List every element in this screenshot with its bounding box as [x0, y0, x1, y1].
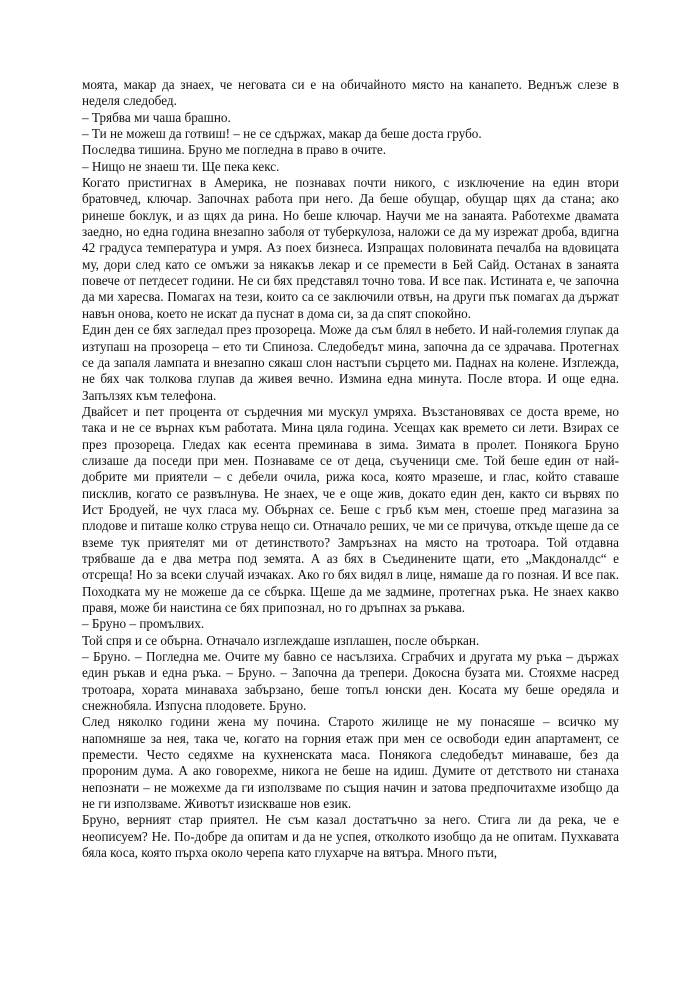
paragraph: Двайсет и пет процента от сърдечния ми мускул умряха. Възстановявах се доста време, но така и не се върнах към работата. Мина цяла година. Усещах как времето си лети. Взирах се през прозореца. Гледах как есента преминава в зима. Зимата в пролет. Понякога Бруно слизаше да поседи при мен. Познаваме се от деца, съученици сме. Той беше един от най-добрите ми приятели – с дебели очила, рижа коса, която мразеше, и глас, който ставаше писклив, когато се развълнува. Не знаех, че е още жив, докато един ден, както си вървях по Ист Бродуей, не чух гласа му. Обърнах се. Беше с гръб към мен, стоеше пред магазина за плодове и питаше колко струва нещо си. Отначало реших, че ми се причува, откъде щеше да се вземе тук приятелят ми от детинството? Замръзнах на място на тротоара. Той отдавна трябваше да е два метра под земята. А аз бях в Съединените щати, ето „Макдоналдс“ е отсреща! Но за всеки случай изчаках. Ако го бях видял в лице, нямаше да го позная. И все пак. Походката му не можеше да се сбърка. Щеше да ме задмине, протегнах ръка. Не знаех какво правя, може би наистина се бях припознал, но го дръпнах за ръкава.	[82, 403, 619, 615]
dialogue-line: – Бруно – промълвих.	[82, 616, 205, 632]
body-text	[82, 77, 619, 862]
paragraph: Когато пристигнах в Америка, не познавах почти никого, с изключение на един втори братовчед, ключар. Започнах работа при него. Да беше обущар, обущар щях да стана; ако ринеше боклук, и аз щях да рина. Но беше ключар. Научи ме на занаята. Работехме двамата заедно, но една година внезапно заболя от туберкулоза, наложи се да му изрежат дроба, вдигна 42 градуса температура и умря. Аз поех бизнеса. Изпращах половината печалба на вдовицата му, дори след като се омъжи за някакъв лекар и се премести в Бей Сайд. Останах в занаята повече от петдесет години. Не си бях представял точно това. И все пак. Истината е, че започна да ми харесва. Помагах на тези, които са се заключили отвън, на други пък помагах да държат навън онова, което не искат да пуснат в дома си, за да спят спокойно.	[82, 175, 619, 321]
dialogue-line: – Бруно. – Погледна ме. Очите му бавно се насълзиха. Сграбчих и другата му ръка – държах един ръкав и една ръка. – Бруно. – Започна да трепери. Докосна бузата ми. Стояхме насред тротоара, хората минаваха забързано, беше топъл юнски ден. Косата му беше оредяла и снежнобяла. Изпусна плодовете. Бруно.	[82, 649, 619, 714]
dialogue-line: – Ти не можеш да готвиш! – не се сдържах, макар да беше доста грубо.	[82, 126, 482, 142]
paragraph: След няколко години жена му почина. Старото жилище не му понасяше – всичко му напомняше за нея, така че, когато на горния етаж при мен се освободи един апартамент, се премести. Често седяхме на кухненската маса. Понякога следобедът минаваше, без да пророним дума. А ако говорехме, никога не беше на идиш. Думите от детството ни станаха непознати – не можехме да ги използваме по същия начин и затова предпочитахме изобщо да не ги използваме. Животът изискваше нов език.	[82, 714, 619, 812]
paragraph: Бруно, верният стар приятел. Не съм казал достатъчно за него. Стига ли да река, че е неописуем? Не. По-добре да опитам и да не успея, отколкото изобщо да не опитам. Пухкавата бяла коса, която пърха около черепа като глухарче на вятъра. Много пъти,	[82, 812, 619, 861]
paragraph: Той спря и се обърна. Отначало изглеждаше изплашен, после объркан.	[82, 632, 480, 648]
paragraph: моята, макар да знаех, че неговата си е на обичайното място на канапето. Веднъж слезе в неделя следобед.	[82, 77, 619, 109]
paragraph: Един ден се бях загледал през прозореца. Може да съм блял в небето. И най-големия глупак да изтупаш на прозореца – ето ти Спиноза. Следобедът мина, започна да се здрачава. Протегнах се да запаля лампата и внезапно сякаш слон настъпи сърцето ми. Паднах на колене. Изглежда, не бях чак толкова глупав да живея вечно. Измина една минута. После втора. И още една. Запълзях към телефона.	[82, 322, 619, 403]
dialogue-line: – Трябва ми чаша брашно.	[82, 109, 231, 125]
dialogue-line: – Нищо не знаеш ти. Ще пека кекс.	[82, 158, 280, 174]
paragraph: Последва тишина. Бруно ме погледна в право в очите.	[82, 142, 387, 158]
